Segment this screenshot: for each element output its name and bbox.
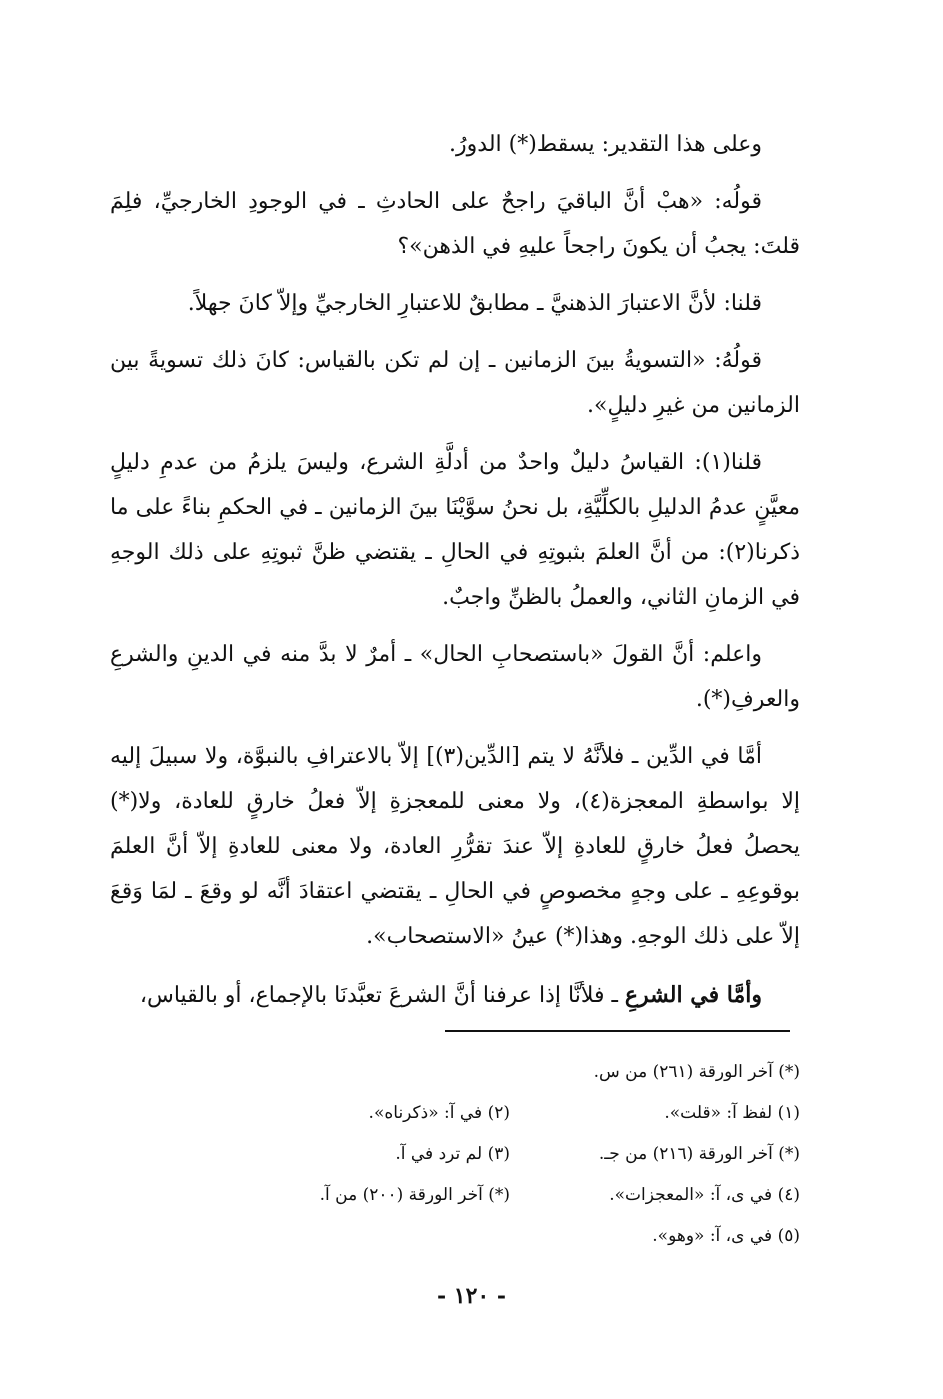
paragraph-8 xyxy=(110,973,800,1018)
footnote-item: (*) آخر الورقة (٢١٦) من جـ. xyxy=(598,1144,800,1164)
paragraph-8-lead: وأمَّا في الشرعِ xyxy=(624,982,762,1008)
footnote-item xyxy=(220,1216,510,1257)
footnote-item xyxy=(220,1052,510,1093)
footnote-row xyxy=(220,1216,800,1257)
paragraph-1: وعلى هذا التقدير: يسقط(*) الدورُ. xyxy=(449,132,762,157)
footnote-item: (٥) في ى، آ: «وهو». xyxy=(652,1226,800,1246)
paragraph-4: قولُهُ: «التسويةُ بينَ الزمانين ـ إن لم تكن بالقياس: كانَ ذلك تسويةً بين الزمانين من غيرِ دليلٍ». xyxy=(110,348,800,418)
footnote-item: (١) لفظ آ: «قلت». xyxy=(664,1103,800,1123)
paragraph-2: قولُه: «هبْ أنَّ الباقيَ راجحٌ على الحادثِ ـ في الوجودِ الخارجيِّ، فلِمَ قلتَ: يجبُ أن يكونَ راجحاً عليهِ في الذهن»؟ xyxy=(110,189,800,259)
paragraph-7: أمَّا في الدِّين ـ فلأنَّهُ لا يتم [الدِّين(٣)] إلاّ بالاعترافِ بالنبوَّة، ولا سبيلَ إليه إلا بواسطةِ المعجزة(٤)، ولا معنى للمعجزةِ إلاّ فعلُ خارقٍ للعادة، ولا(*) يحصلُ فعلُ خارقٍ للعادةِ إلاّ عندَ تقرُّرِ العادة، ولا معنى للعادةِ إلاّ أنَّ العلمَ بوقوعِهِ ـ على وجهٍ مخصوصٍ في الحالِ ـ يقتضي اعتقادَ أنَّه لو وقعَ ـ لمَا وَقعَ إلاّ على ذلك الوجهِ. وهذا(*) عينُ «الاستصحاب». xyxy=(110,744,800,949)
main-text xyxy=(110,122,800,1030)
footnote-row xyxy=(220,1175,800,1216)
footnote-item: (٢) في آ: «ذكرناه». xyxy=(368,1103,510,1123)
page-number: - ١٢٠ - xyxy=(436,1283,507,1309)
footnote-item: (*) آخر الورقة (٢٠٠) من آ. xyxy=(319,1185,510,1205)
paragraph-5: قلنا(١): القياسُ دليلٌ واحدٌ من أدلَّةِ الشرع، وليسَ يلزمُ من عدمِ دليلٍ معيَّنٍ عدمُ الدليلِ بالكلِّيَّةِ، بل نحنُ سوَّيْنَا بينَ الزمانين ـ في الحكمِ بناءً على ما ذكرنا(٢): من أنَّ العلمَ بثبوتِهِ في الحالِ ـ يقتضي ظنَّ ثبوتِهِ على ذلك الوجهِ في الزمانِ الثاني، والعملُ بالظنِّ واجبٌ. xyxy=(110,450,800,610)
paragraph-3: قلنا: لأنَّ الاعتبارَ الذهنيَّ ـ مطابقٌ للاعتبارِ الخارجيِّ وإلاّ كانَ جهلاً. xyxy=(187,291,762,316)
footnotes xyxy=(220,1052,800,1257)
footnote-row xyxy=(220,1134,800,1175)
footnote-row xyxy=(220,1052,800,1093)
footnote-item: (٣) لم ترد في آ. xyxy=(395,1144,510,1164)
paragraph-6: واعلم: أنَّ القولَ «باستصحابِ الحال» ـ أمرٌ لا بدَّ منه في الدينِ والشرعِ والعرفِ(*). xyxy=(110,642,800,712)
footnote-separator xyxy=(445,1030,790,1032)
footnote-item: (٤) في ى، آ: «المعجزات». xyxy=(609,1185,800,1205)
footnote-row xyxy=(220,1093,800,1134)
paragraph-8-rest: ـ فلأنَّا إذا عرفنا أنَّ الشرعَ تعبَّدنَا بالإجماع، أو بالقياس، xyxy=(139,983,625,1008)
footnote-item: (*) آخر الورقة (٢٦١) من س. xyxy=(593,1062,800,1082)
